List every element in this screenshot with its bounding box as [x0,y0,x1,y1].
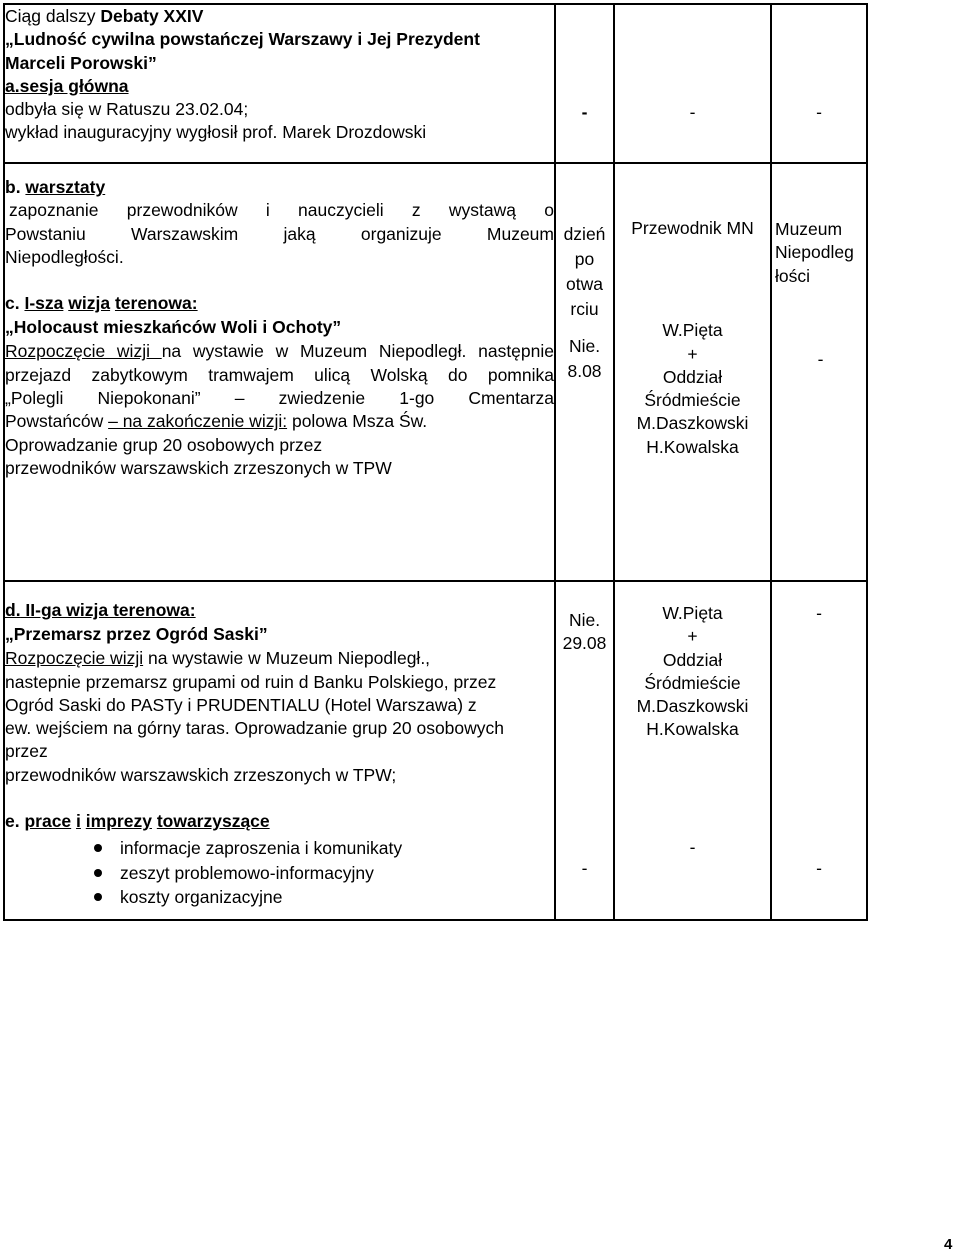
text-line: Niepodległości. [5,246,124,267]
heading-word: imprezy [85,811,152,832]
list-item: informacje zaproszenia i komunikaty [120,836,554,860]
guide-name: M.Daszkowski [636,696,749,717]
date-text: Nie. [568,610,601,630]
table-row [4,4,867,163]
branch-label: Oddział [662,649,723,670]
organizer-cell [614,4,771,163]
text: Ciąg dalszy [5,6,101,26]
section-b-heading [5,176,554,199]
text-line: ew. wejściem na górny taras. Oprowadzanie grup 20 osobowych [5,718,505,739]
text-line: Ogród Saski do PASTy i PRUDENTIALU (Hotel Warszawa) z [5,694,477,715]
text-line: przewodników warszawskich zrzeszonych w TPW [5,457,392,478]
heading-word: I-sza [24,293,64,314]
debate-title: Debaty XXIV [100,6,204,26]
text-line [5,340,554,363]
event-description-cell [4,581,555,920]
section-c-heading [5,292,554,315]
dash: - [689,102,696,122]
venue-text: Muzeum [775,219,843,239]
underlined-text: – na zakończenie wizji: [108,411,288,432]
date-cell [555,581,614,920]
date-text: dzień [563,224,606,244]
schedule-table [3,3,868,921]
venue-text: Niepodleg [775,242,854,263]
venue-cell [771,163,867,581]
letter: d. [5,600,21,620]
text: Powstańców [5,411,109,432]
guide-name: H.Kowalska [646,436,739,457]
date-text: otwa [566,274,603,294]
date-cell [555,163,614,581]
heading-word: i [76,811,81,832]
branch-label: Śródmieście [644,390,741,411]
table-row [4,581,867,920]
branch-label: Śródmieście [644,672,741,693]
tour-title: „Przemarsz przez Ogród Saski” [5,624,268,645]
text: polowa Msza Św. [287,411,428,432]
underlined-text: Rozpoczęcie wizji [5,341,162,362]
heading-word: II-ga wizja terenowa: [20,600,196,620]
debate-subtitle-end: Marceli Porowski” [5,52,157,73]
text-line: przewodników warszawskich zrzeszonych w TPW; [5,764,397,785]
spacer [5,787,554,810]
letter: b. [5,177,26,197]
text-line: przejazd zabytkowym tramwajem ulicą Wolską do pomnika [5,364,554,385]
letter: c. [5,293,25,314]
text-line: nastepnie przemarsz grupami od ruin d Banku Polskiego, przez [5,671,497,692]
dash: - [816,603,822,623]
spacer [615,240,770,319]
guide-name: H.Kowalska [646,719,739,740]
organizer-cell [614,581,771,920]
section-e-heading [5,810,554,833]
guide-name: M.Daszkowski [636,413,749,434]
heading-word: wizja [68,293,111,314]
section-a-heading: a.sesja główna [5,75,129,96]
debate-heading [5,5,554,28]
text-line: Powstaniu Warszawskim jaką organizuje Muzeum [5,223,554,244]
table-row [4,163,867,581]
plus-sign: + [687,343,698,364]
text-line: „Polegli Niepokonani” – zwiedzenie 1-go Cmentarza [5,388,554,409]
text-line [5,410,554,433]
dash: - [816,858,822,878]
heading-word: warsztaty [25,177,106,197]
text-line: przez [5,741,48,762]
date-text: rciu [570,299,599,319]
event-description-cell [4,4,555,163]
branch-label: Oddział [662,366,723,387]
dash: - [817,348,824,369]
dash: - [581,102,588,122]
list-item: koszty organizacyjne [120,885,554,909]
organizer-cell [614,163,771,581]
guide-name: W.Pięta [662,603,723,623]
list-item: zeszyt problemowo-informacyjny [120,861,554,885]
heading-word: terenowa: [114,293,198,314]
plus-sign: + [687,626,698,647]
heading-word: prace [24,811,72,832]
bullet-list [5,836,554,909]
text: na wystawie w Muzeum Niepodległ. następnie [161,341,554,362]
venue-cell [771,4,867,163]
section-d-heading [5,599,554,622]
dash: - [689,837,696,857]
guide-name: W.Pięta [662,320,723,341]
text-line [5,647,554,670]
underlined-text: Rozpoczęcie wizji [5,648,144,669]
tour-title: „Holocaust mieszkańców Woli i Ochoty” [5,317,342,338]
dash: - [816,102,822,122]
heading-word: towarzyszące [156,811,270,832]
venue-cell [771,581,867,920]
date-cell [555,4,614,163]
session-info: odbyła się w Ratuszu 23.02.04; [5,99,249,120]
page-number: 4 [944,1236,953,1253]
date-text: po [574,249,595,269]
event-description-cell [4,163,555,581]
venue-text: łości [775,265,811,286]
date-text: Nie. [568,336,601,356]
lecture-info: wykład inauguracyjny wygłosił prof. Marek Drozdowski [5,122,427,143]
text-line: zapoznanie przewodników i nauczycieli z wystawą o [9,200,554,221]
letter: e. [5,811,25,832]
spacer [5,269,554,292]
date-text: 29.08 [562,633,607,654]
text: na wystawie w Muzeum Niepodległ., [143,648,431,669]
organizer-label: Przewodnik MN [631,218,754,238]
dash: - [581,858,588,878]
date-text: 8.08 [567,361,602,381]
debate-subtitle: „Ludność cywilna powstańczej Warszawy i Jej Prezydent [5,29,480,50]
text-line: Oprowadzanie grup 20 osobowych przez [5,434,323,455]
